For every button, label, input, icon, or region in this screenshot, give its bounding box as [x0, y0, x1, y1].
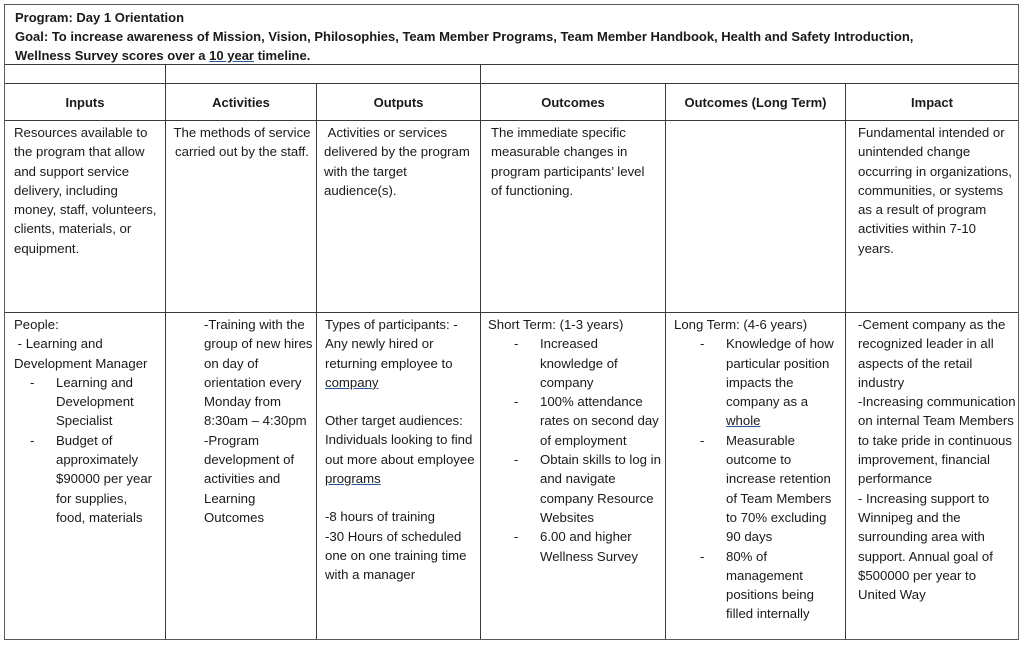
description-outcomes-long-term	[666, 121, 845, 123]
header-inputs: Inputs	[65, 95, 105, 110]
spacer	[325, 392, 478, 411]
program-name: Program: Day 1 Orientation	[15, 10, 185, 25]
other-audiences-text: Other target audiences: Individuals looking to find out more about employee	[325, 413, 475, 467]
list-item: - Increased knowledge of company	[498, 334, 663, 392]
other-audiences-link-text: programs	[325, 471, 381, 487]
content-outcomes	[481, 313, 665, 566]
divider	[165, 64, 166, 84]
description-outcomes: The immediate specific measurable changes in program participants’ level of functioning.	[491, 125, 645, 198]
list-item	[684, 334, 843, 430]
goal-timeline: 10 year	[209, 48, 254, 63]
description-activities: The methods of service carried out by the staff.	[173, 125, 311, 160]
header-activities: Activities	[212, 95, 270, 110]
divider	[5, 64, 1018, 65]
outcomes-heading: Short Term: (1-3 years)	[488, 317, 624, 332]
list-item: - Learning and Development Specialist	[14, 373, 159, 431]
content-outcomes-long-term	[666, 313, 845, 624]
description-inputs: Resources available to the program that allow and support service delivery, including money, staff, volunteers, clients, materials, or equipment.	[14, 125, 157, 256]
participants-link-text: company	[325, 374, 379, 390]
header-outputs: Outputs	[373, 95, 424, 110]
content-outputs	[317, 313, 480, 585]
header-impact: Impact	[911, 95, 953, 110]
impact-item: -Cement company as the recognized leader in all aspects of the retail industry	[858, 317, 1006, 390]
outputs-one-on-one-hours: -30 Hours of scheduled one on one training time with a manager	[325, 528, 467, 583]
activity-item: -Program development of activities and Learning Outcomes	[204, 432, 295, 525]
description-impact: Fundamental intended or unintended change occurring in organizations, communities, or systems as a result of program activities within 7-10 years.	[858, 125, 1012, 256]
goal-text-post: timeline.	[253, 48, 311, 63]
impact-item: - Increasing support to Winnipeg and the surrounding area with support. Annual goal of $500000 per year to United Way	[858, 490, 993, 603]
spacer	[325, 488, 478, 507]
impact-item: -Increasing communication on internal Team Members to take pride in continuous improvement, financial performance	[858, 394, 1016, 487]
participants-text: Types of participants: - Any newly hired or returning employee to	[325, 317, 458, 371]
divider	[480, 64, 481, 84]
outputs-participants	[325, 315, 478, 392]
content-inputs	[5, 313, 165, 527]
inputs-list	[14, 373, 159, 527]
inputs-intro: People:	[14, 317, 59, 332]
list-item: - 100% attendance rates on second day of employment	[498, 392, 663, 450]
list-item: - 6.00 and higher Wellness Survey	[498, 527, 663, 566]
list-item: - Budget of approximately $90000 per year for supplies, food, materials	[14, 431, 159, 527]
outputs-training-hours: -8 hours of training	[325, 509, 435, 525]
item-text: Knowledge of how particular position impacts the company as a	[726, 336, 834, 410]
content-activities	[166, 313, 316, 527]
item-link-text: whole	[726, 413, 761, 429]
list-item: - Obtain skills to log in and navigate company Resource Websites	[498, 450, 663, 527]
goal-text-pre: Wellness Survey scores over a	[15, 48, 210, 63]
list-item: - Measurable outcome to increase retention of Team Members to 70% excluding 90 days	[684, 431, 843, 547]
outputs-other-audiences	[325, 411, 478, 488]
logic-model-document	[4, 4, 1019, 640]
program-goal-line-1: Goal: To increase awareness of Mission, Vision, Philosophies, Team Member Programs, Team Member Handbook, Health and Safety Introduction,	[15, 29, 914, 44]
list-item: - 80% of management positions being filled internally	[684, 547, 843, 624]
inputs-manager: - Learning and Development Manager	[14, 336, 148, 371]
program-title-block	[5, 5, 1018, 65]
long-term-heading: Long Term: (4-6 years)	[674, 317, 808, 332]
description-outputs: Activities or services delivered by the program with the target audience(s).	[324, 125, 474, 198]
header-outcomes: Outcomes	[541, 95, 605, 110]
program-goal-line-2	[15, 46, 1008, 65]
outcomes-list	[488, 334, 663, 566]
content-impact	[846, 313, 1018, 604]
activity-item: -Training with the group of new hires on day of orientation every Monday from 8:30am – 4:30pm	[204, 317, 313, 429]
long-term-list	[674, 334, 843, 623]
header-outcomes-long-term: Outcomes (Long Term)	[684, 95, 827, 110]
